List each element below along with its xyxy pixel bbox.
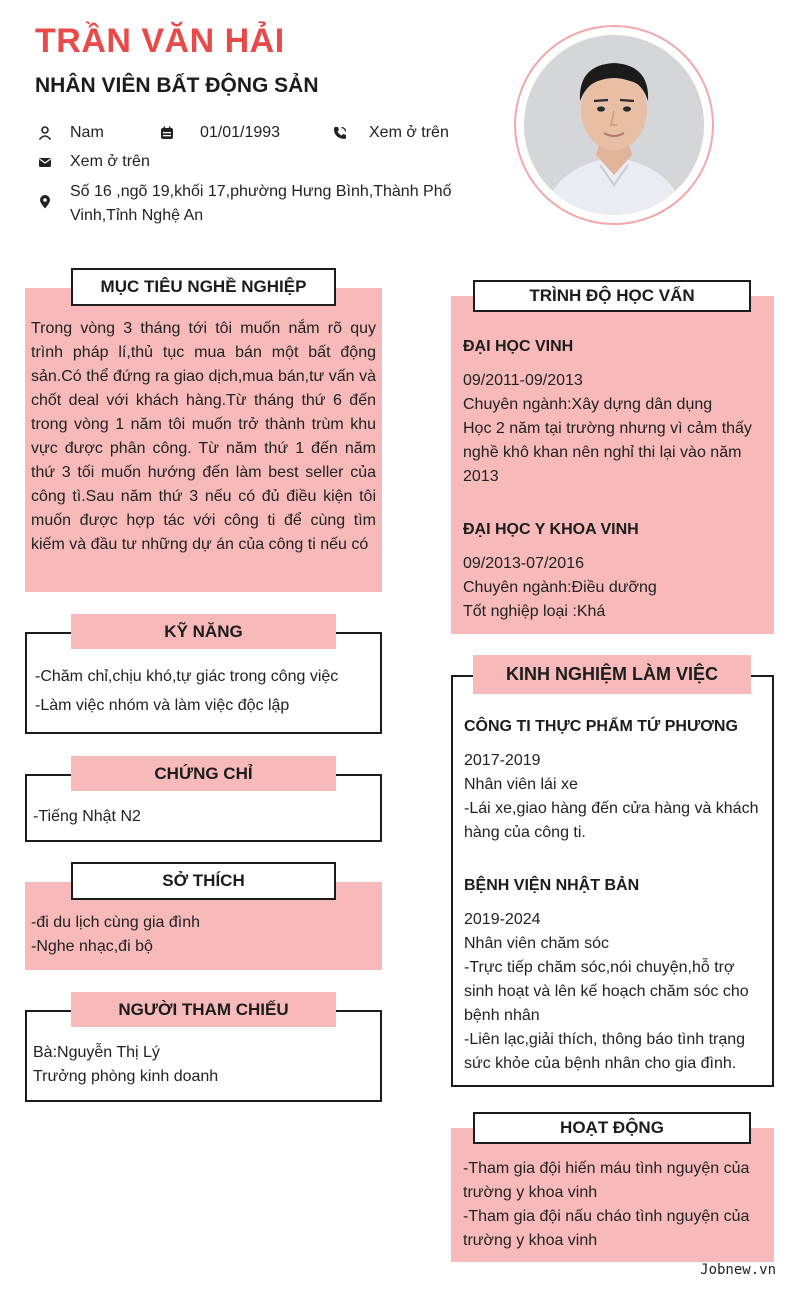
- job-position: Nhân viên chăm sóc: [464, 935, 609, 952]
- location-icon: [38, 195, 52, 209]
- company-name: CÔNG TI THỰC PHẨM TỨ PHƯƠNG: [464, 718, 738, 735]
- activity-item: -Tham gia đội nấu cháo tình nguyện của trường y khoa vinh: [463, 1208, 750, 1249]
- school-note: Học 2 năm tại trường nhưng vì cảm thấy nghề khô khan nên nghỉ thi lại vào năm 2013: [463, 420, 752, 485]
- school-name: ĐẠI HỌC Y KHOA VINH: [463, 521, 639, 538]
- activities-title: HOẠT ĐỘNG: [473, 1112, 751, 1144]
- birthday-row: [160, 124, 280, 142]
- reference-position: Trưởng phòng kinh doanh: [33, 1068, 219, 1085]
- job-title: NHÂN VIÊN BẤT ĐỘNG SẢN: [35, 74, 319, 97]
- experience-title: KINH NGHIỆM LÀM VIỆC: [473, 655, 751, 694]
- calendar-icon: [160, 126, 174, 140]
- school-details: [463, 552, 763, 624]
- references-list: [33, 1041, 378, 1089]
- hobby-item: -đi du lịch cùng gia đình: [31, 914, 200, 931]
- skills-list: [35, 662, 380, 720]
- hobbies-title: SỞ THÍCH: [71, 862, 336, 900]
- skill-item: -Chăm chỉ,chịu khó,tự giác trong công việc: [35, 668, 339, 685]
- certificates-title: CHỨNG CHỈ: [71, 756, 336, 791]
- gender-value: Nam: [70, 124, 104, 141]
- job-description: -Liên lạc,giải thích, thông báo tình trạng sức khỏe của bệnh nhân cho gia đình.: [464, 1031, 746, 1072]
- objective-title: MỤC TIÊU NGHỀ NGHIỆP: [71, 268, 336, 306]
- reference-name: Bà:Nguyễn Thị Lý: [33, 1044, 160, 1061]
- references-title: NGƯỜI THAM CHIẾU: [71, 992, 336, 1027]
- job-period: 2019-2024: [464, 911, 541, 928]
- school-details: [463, 369, 763, 489]
- address-row: [38, 180, 452, 228]
- profile-photo: [524, 35, 704, 215]
- phone-icon: [333, 126, 347, 140]
- school-name: ĐẠI HỌC VINH: [463, 338, 574, 355]
- skills-title: KỸ NĂNG: [71, 614, 336, 649]
- job-position: Nhân viên lái xe: [464, 776, 578, 793]
- school-major: Chuyên ngành:Xây dựng dân dụng: [463, 396, 713, 413]
- phone-row: [333, 124, 449, 142]
- school-major: Chuyên ngành:Điều dưỡng: [463, 579, 657, 596]
- email-row: [38, 153, 150, 171]
- activities-list: [463, 1157, 763, 1253]
- email-icon: [38, 155, 52, 169]
- watermark: Jobnew.vn: [700, 1262, 776, 1278]
- job-details: [464, 908, 766, 1076]
- address-line-2: Vinh,Tỉnh Nghệ An: [70, 207, 204, 224]
- school-note: Tốt nghiệp loại :Khá: [463, 603, 606, 620]
- person-icon: [38, 126, 52, 140]
- phone-value: Xem ở trên: [369, 124, 449, 141]
- hobby-item: -Nghe nhạc,đi bộ: [31, 938, 153, 955]
- birthday-value: 01/01/1993: [200, 124, 281, 141]
- job-description: -Lái xe,giao hàng đến cửa hàng và khách hàng của công ti.: [464, 800, 759, 841]
- hobbies-list: [31, 911, 376, 959]
- activity-item: -Tham gia đội hiến máu tình nguyện của trường y khoa vinh: [463, 1160, 750, 1201]
- skill-item: -Làm việc nhóm và làm việc độc lập: [35, 697, 290, 714]
- education-title: TRÌNH ĐỘ HỌC VẤN: [473, 280, 751, 312]
- gender-row: [38, 124, 104, 142]
- school-period: 09/2013-07/2016: [463, 555, 584, 572]
- company-name: BỆNH VIỆN NHẬT BẢN: [464, 877, 640, 894]
- job-details: [464, 749, 764, 845]
- job-period: 2017-2019: [464, 752, 541, 769]
- candidate-name: TRẦN VĂN HẢI: [35, 22, 285, 60]
- address-line-1: Số 16 ,ngõ 19,khối 17,phường Hưng Bình,Thành Phố: [70, 183, 452, 200]
- email-value: Xem ở trên: [70, 153, 150, 170]
- objective-text: Trong vòng 3 tháng tới tôi muốn nắm rõ quy trình pháp lí,thủ tục mua bán một bất động sản.Có thể đứng ra giao dịch,mua bán,tư vấn và chốt deal với khách hàng.Từ tháng thứ 6 đến trong vòng 1 năm tôi muốn trở thành trùm khu vực được phân công. Từ năm thứ 1 đến năm thứ 3 tối muốn hướng đến làm best seller của công tì.Sau năm thứ 3 nếu có đủ điều kiện tôi muốn được hợp tác với công ti để cùng tìm kiếm và đầu tư những dự án của công ti nếu có: [31, 320, 376, 553]
- school-period: 09/2011-09/2013: [463, 372, 583, 389]
- certificate-item: -Tiếng Nhật N2: [33, 808, 141, 825]
- job-description: -Trực tiếp chăm sóc,nói chuyện,hỗ trợ sinh hoạt và lên kế hoạch chăm sóc cho bệnh nhân: [464, 959, 749, 1024]
